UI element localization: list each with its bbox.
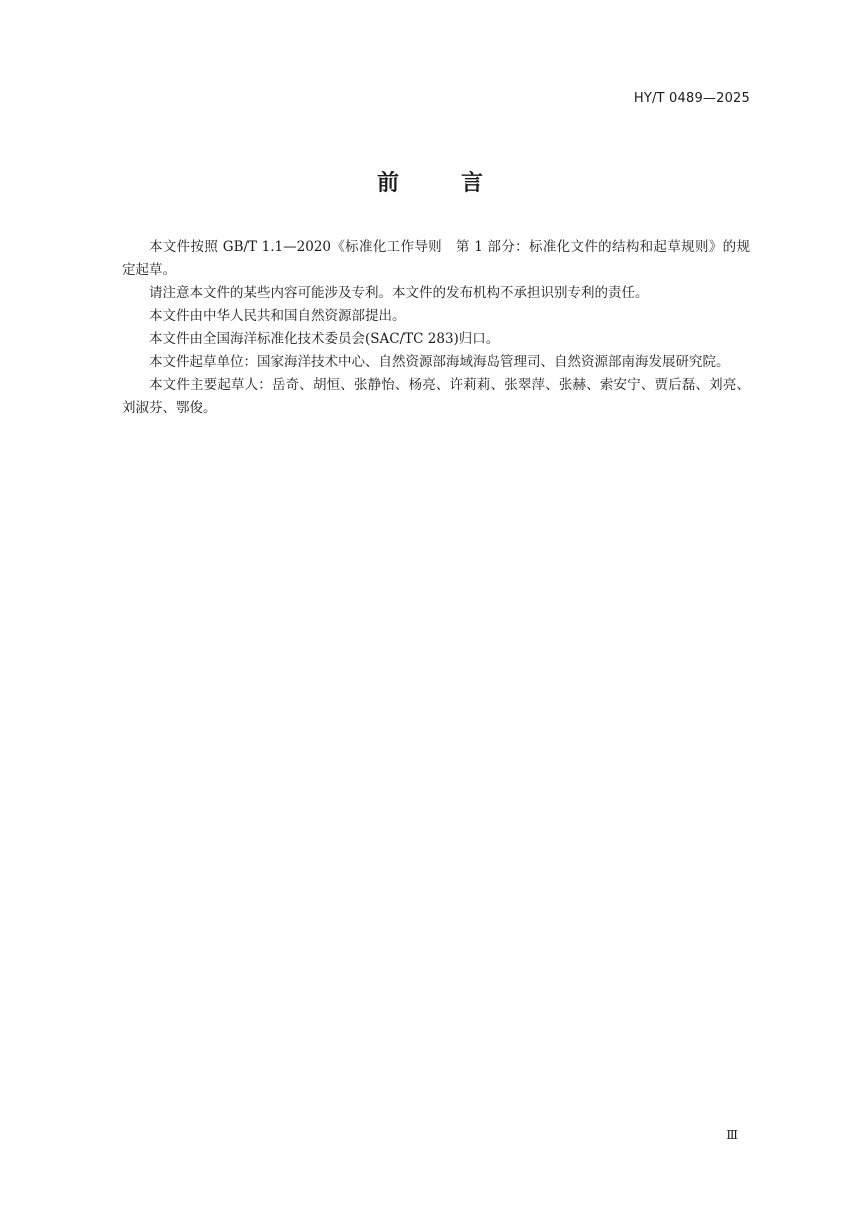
paragraph-patent-notice: 请注意本文件的某些内容可能涉及专利。本文件的发布机构不承担识别专利的责任。 <box>149 285 649 301</box>
paragraph-drafting-units: 本文件起草单位：国家海洋技术中心、自然资源部海域海岛管理司、自然资源部南海发展研究院。 <box>149 354 730 370</box>
standard-code: HY/T 0489—2025 <box>633 91 750 106</box>
paragraph-committee: 本文件由全国海洋标准化技术委员会(SAC/TC 283)归口。 <box>149 331 500 347</box>
paragraph-drafting-rules: 本文件按照 GB/T 1.1—2020《标准化工作导则 第 1 部分：标准化文件的结构和起草规则》的规定起草。 <box>122 239 750 278</box>
paragraph-proposer: 本文件由中华人民共和国自然资源部提出。 <box>149 308 406 324</box>
paragraph-drafters: 本文件主要起草人：岳奇、胡恒、张静怡、杨亮、许莉莉、张翠萍、张赫、索安宁、贾后磊、刘亮、刘淑芬、鄂俊。 <box>122 377 750 416</box>
preface-body <box>122 236 750 420</box>
page-number: Ⅲ <box>726 1128 738 1142</box>
page-title: 前 言 <box>376 171 503 196</box>
